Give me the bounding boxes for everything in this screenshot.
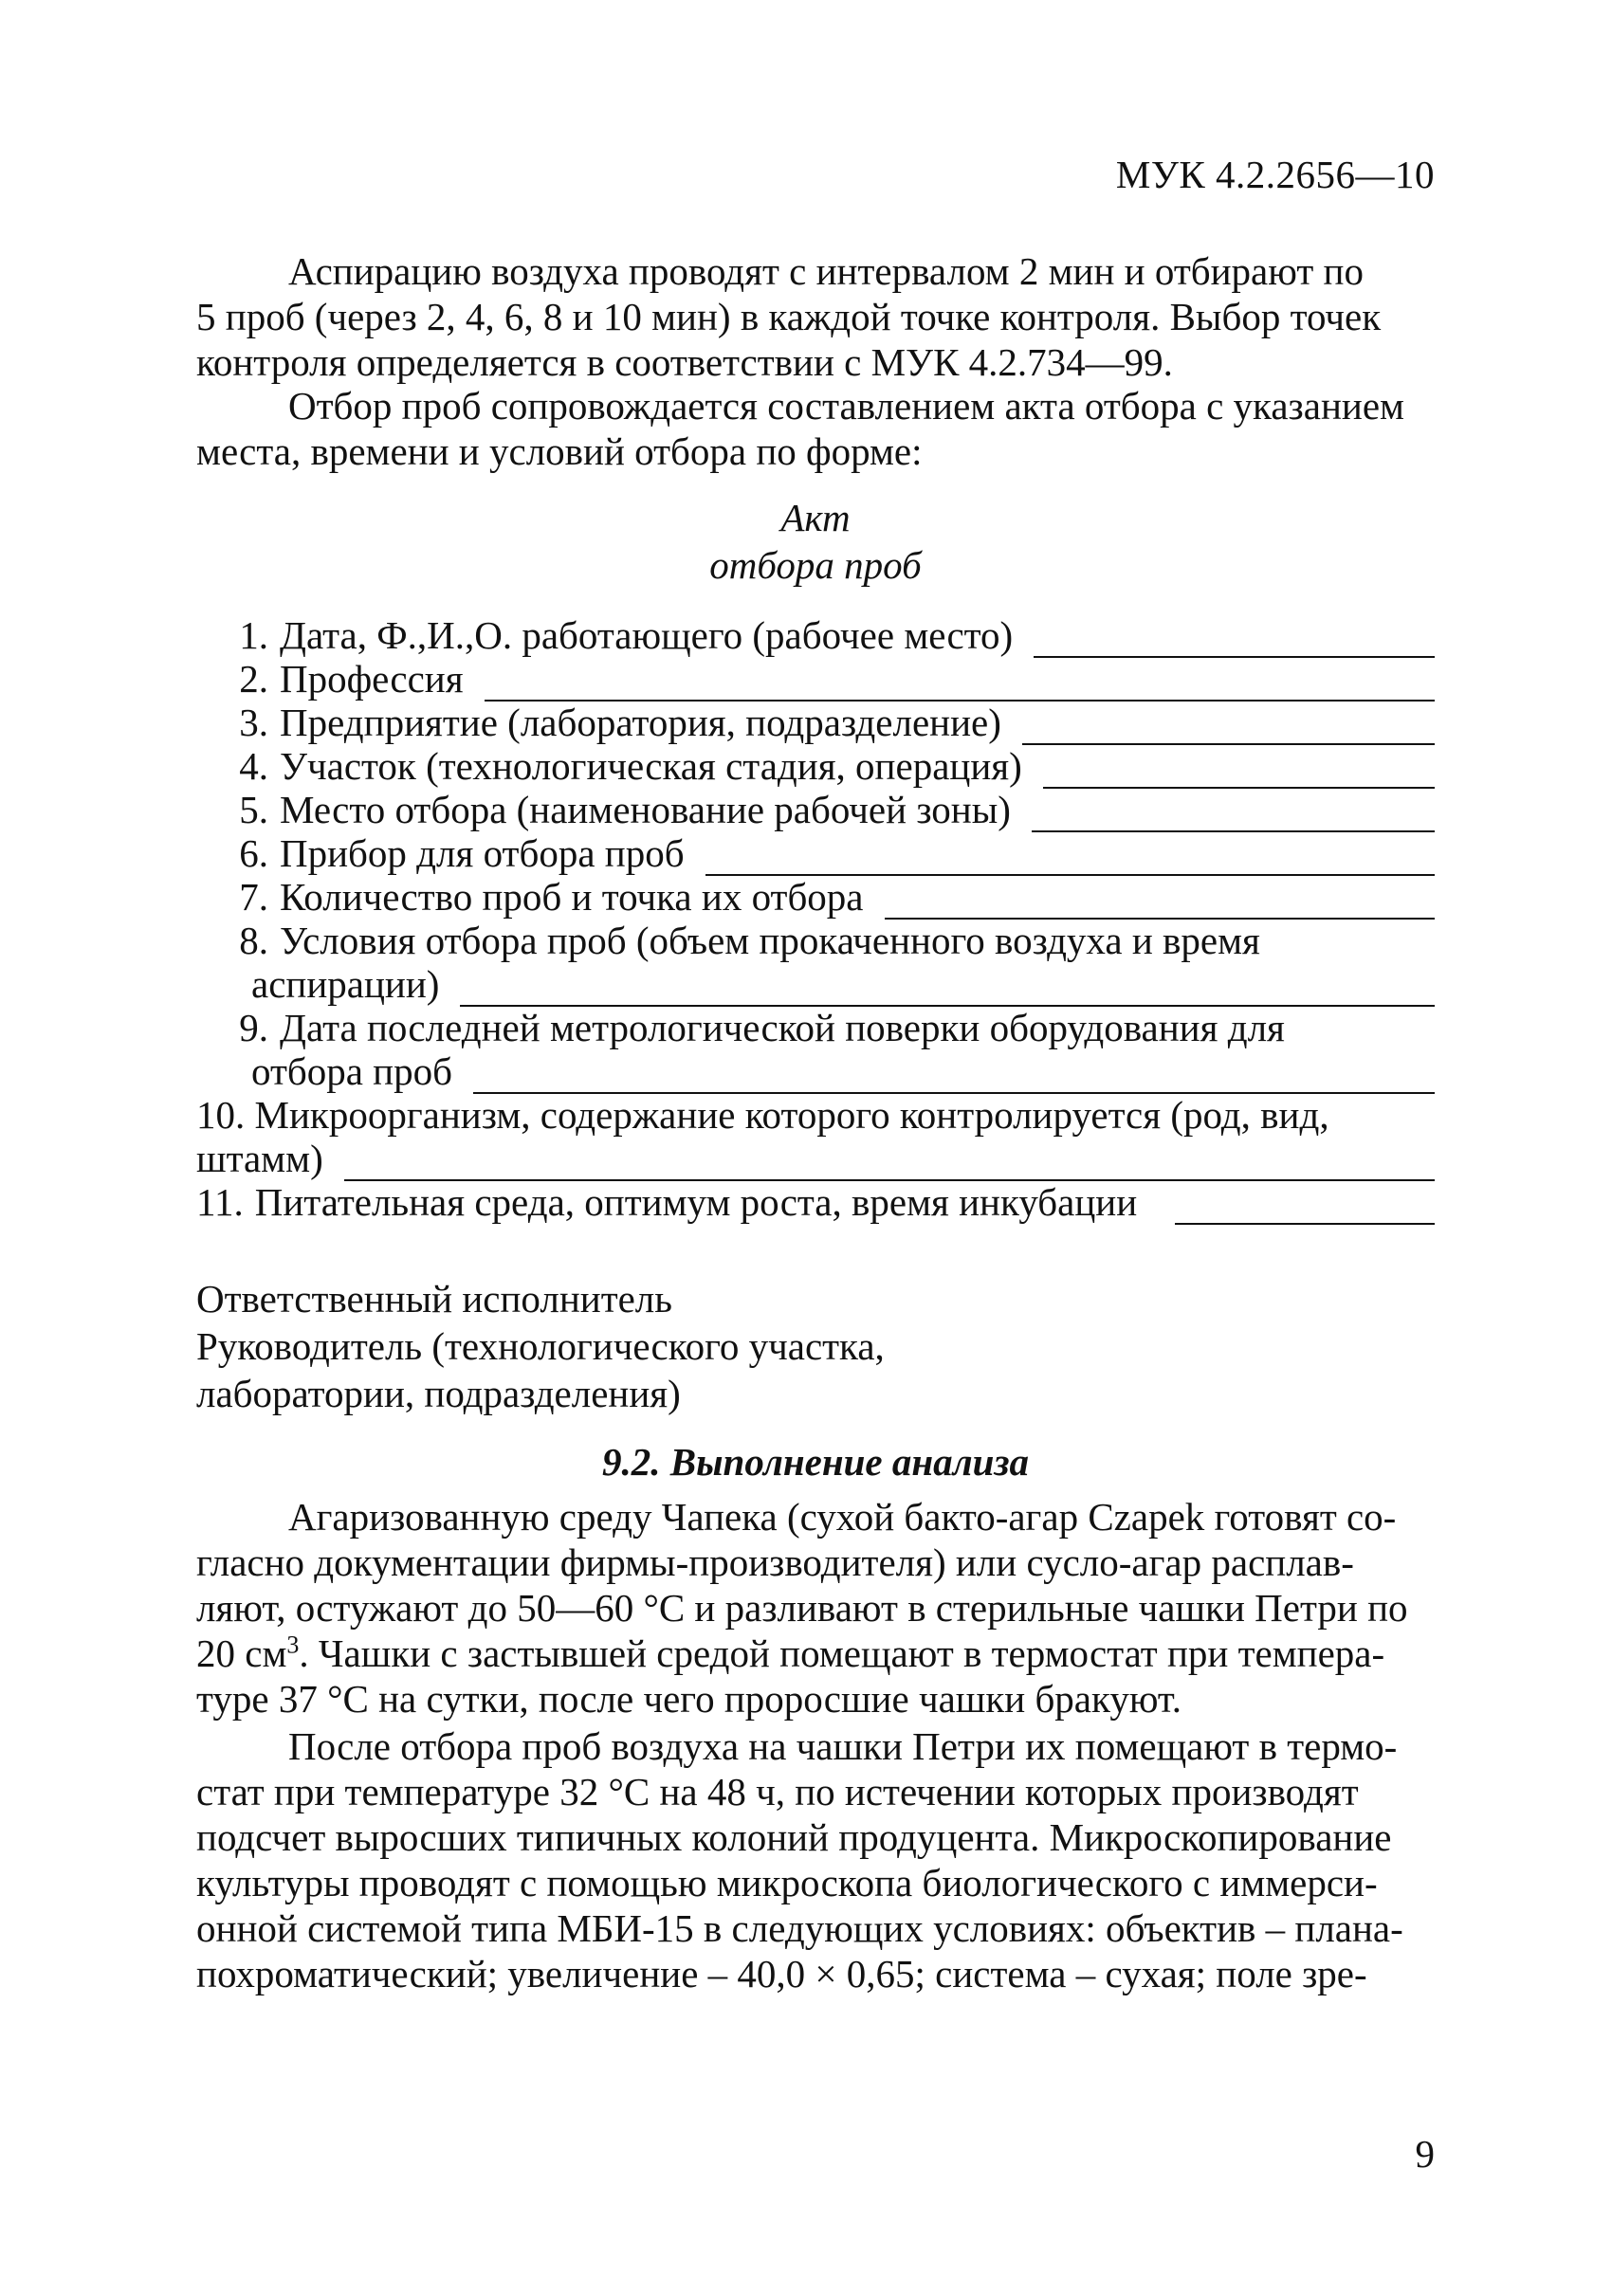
form-item-1 xyxy=(225,612,1435,658)
form-item-number: 6. xyxy=(239,831,268,875)
form-item-number: 4. xyxy=(239,744,268,788)
fill-in-line xyxy=(485,667,1435,702)
form-item-label: Условия отбора проб (объем прокаченного воздуха и время xyxy=(280,919,1260,962)
form-item-2 xyxy=(225,656,1435,702)
form-item-5 xyxy=(225,787,1435,832)
fill-in-line xyxy=(885,885,1435,920)
text-line: гласно документации фирмы-производителя) или сусло-агар расплав- xyxy=(196,1540,1354,1584)
text-line: стат при температуре 32 °С на 48 ч, по истечении которых производят xyxy=(196,1770,1359,1813)
form-item-number: 9. xyxy=(239,1006,268,1049)
fill-in-line xyxy=(460,973,1435,1007)
document-code-header: МУК 4.2.2656—10 xyxy=(1115,153,1435,196)
responsible-executor-label: Ответственный исполнитель xyxy=(196,1277,672,1321)
form-item-label: аспирации) xyxy=(251,962,440,1006)
form-item-number: 1. xyxy=(239,613,268,657)
text-line: контроля определяется в соответствии с МУК 4.2.734—99. xyxy=(196,340,1173,384)
intro-paragraph-1 xyxy=(196,248,1435,385)
text-line: онной системой типа МБИ-15 в следующих условиях: объектив – плана- xyxy=(196,1906,1403,1950)
text-line: подсчет выросших типичных колоний продуцента. Микроскопирование xyxy=(196,1815,1392,1859)
act-subtitle: отбора проб xyxy=(709,543,922,587)
analysis-paragraph-2 xyxy=(196,1723,1435,1996)
form-item-label: штамм) xyxy=(196,1137,323,1180)
form-item-label: Место отбора (наименование рабочей зоны) xyxy=(280,788,1011,831)
text-line: После отбора проб воздуха на чашки Петри их помещают в термо- xyxy=(288,1724,1398,1768)
fill-in-line xyxy=(1175,1191,1435,1225)
form-item-number: 8. xyxy=(239,919,268,962)
form-item-8 xyxy=(225,918,1435,963)
text-line: Аспирацию воздуха проводят с интервалом 2 мин и отбирают по xyxy=(288,249,1364,293)
form-item-label: Прибор для отбора проб xyxy=(280,831,685,875)
fill-in-line xyxy=(1043,755,1435,789)
superscript: 3 xyxy=(286,1631,300,1659)
manager-label: Руководитель (технологического участка, xyxy=(196,1324,885,1368)
form-item-label: Дата последней метрологической поверки оборудования для xyxy=(280,1006,1285,1049)
form-item-7 xyxy=(225,874,1435,920)
text-line: Отбор проб сопровождается составлением акта отбора с указанием xyxy=(288,384,1404,428)
form-item-label: Профессия xyxy=(280,657,464,701)
form-item-number: 11. xyxy=(196,1180,244,1224)
fill-in-line xyxy=(705,842,1435,876)
text-line: Агаризованную среду Чапека (сухой бакто-агар Czapek готовят со- xyxy=(288,1495,1397,1539)
page-number: 9 xyxy=(1415,2132,1435,2176)
fill-in-line xyxy=(344,1147,1435,1181)
text-line: 5 проб (через 2, 4, 6, 8 и 10 мин) в каждой точке контроля. Выбор точек xyxy=(196,295,1382,338)
form-item-label: Питательная среда, оптимум роста, время инкубации xyxy=(254,1180,1138,1224)
act-title: Акт xyxy=(780,496,851,539)
text-line: ляют, остужают до 50—60 °С и разливают в стерильные чашки Петри по xyxy=(196,1586,1408,1630)
manager-label-continued: лаборатории, подразделения) xyxy=(196,1372,681,1415)
section-title: 9.2. Выполнение анализа xyxy=(602,1440,1029,1484)
form-item-6 xyxy=(225,830,1435,876)
form-item-label: Участок (технологическая стадия, операция) xyxy=(280,744,1022,788)
form-item-label: отбора проб xyxy=(251,1049,452,1093)
form-item-9-continuation xyxy=(251,1048,1435,1094)
text-fragment: . Чашки с застывшей средой помещают в термостат при темпера- xyxy=(299,1631,1385,1675)
form-item-11 xyxy=(196,1179,1435,1225)
fill-in-line xyxy=(1034,624,1435,658)
form-item-number: 2. xyxy=(239,657,268,701)
form-item-label: Дата, Ф.,И.,О. работающего (рабочее место) xyxy=(280,613,1014,657)
form-item-8-continuation xyxy=(251,961,1435,1007)
form-item-3 xyxy=(225,700,1435,745)
text-line: похроматический; увеличение – 40,0 × 0,65; система – сухая; поле зре- xyxy=(196,1952,1367,1995)
analysis-paragraph-1 xyxy=(196,1494,1435,1722)
intro-paragraph-2 xyxy=(196,383,1435,474)
form-item-10 xyxy=(196,1092,1435,1138)
text-line: места, времени и условий отбора по форме: xyxy=(196,429,923,473)
form-item-9 xyxy=(225,1005,1435,1050)
fill-in-line xyxy=(1022,711,1435,745)
text-line xyxy=(196,1631,1435,1676)
fill-in-line xyxy=(1032,798,1435,832)
form-item-4 xyxy=(225,743,1435,789)
form-item-label: Количество проб и точка их отбора xyxy=(280,875,864,919)
fill-in-line xyxy=(473,1060,1435,1094)
form-item-label: Микроорганизм, содержание которого контролируется (род, вид, xyxy=(254,1093,1329,1137)
form-item-number: 7. xyxy=(239,875,268,919)
form-item-label: Предприятие (лаборатория, подразделение) xyxy=(280,701,1001,744)
form-item-number: 10. xyxy=(196,1093,246,1137)
text-line: культуры проводят с помощью микроскопа биологического с иммерси- xyxy=(196,1861,1378,1904)
text-fragment: 20 см xyxy=(196,1631,287,1675)
form-item-number: 3. xyxy=(239,701,268,744)
form-item-number: 5. xyxy=(239,788,268,831)
text-line: туре 37 °С на сутки, после чего проросшие чашки бракуют. xyxy=(196,1677,1182,1721)
form-item-10-continuation xyxy=(196,1136,1435,1181)
